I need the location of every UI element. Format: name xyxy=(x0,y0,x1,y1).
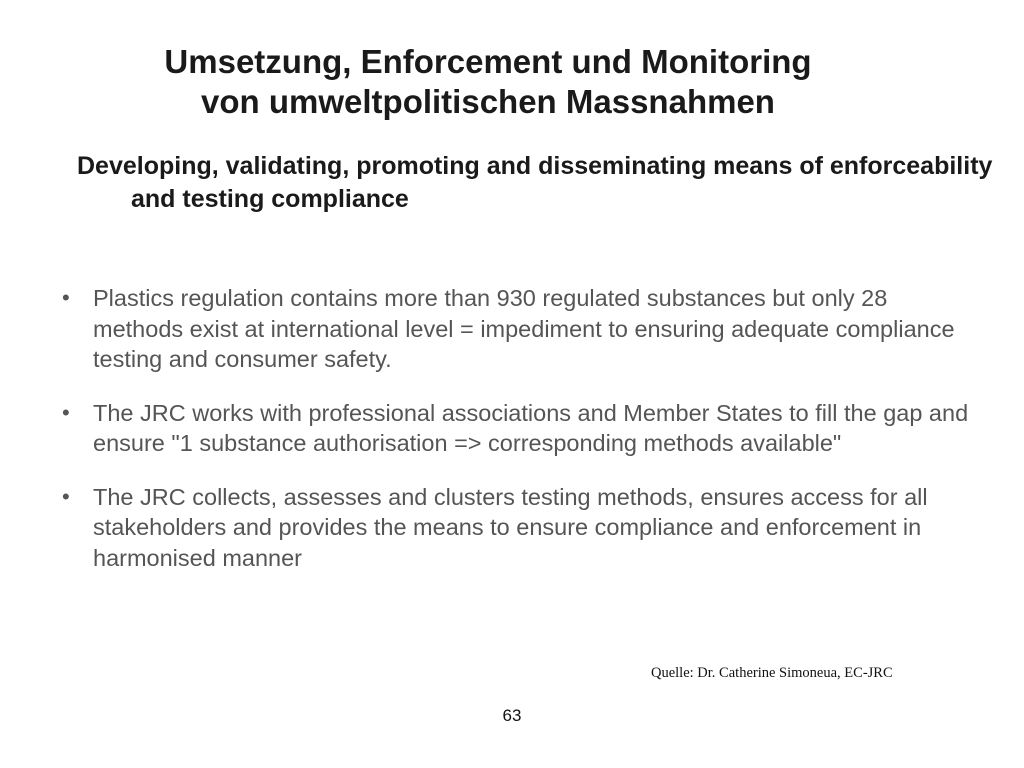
bullet-marker: • xyxy=(62,399,70,425)
bullet-marker: • xyxy=(62,285,70,310)
bullet-text: Plastics regulation contains more than 930 regulated substances but only 28 methods exist at international level = impediment to ensuring adequate compliance testing and consumer safety. xyxy=(93,285,955,372)
slide-title-line-1: Umsetzung, Enforcement und Monitoring xyxy=(164,43,812,80)
bullet-marker: • xyxy=(62,483,70,509)
bullet-list xyxy=(62,283,982,596)
slide-title-line-2: von umweltpolitischen Massnahmen xyxy=(201,83,775,120)
bullet-item xyxy=(62,482,982,574)
source-citation: Quelle: Dr. Catherine Simoneua, EC-JRC xyxy=(651,665,893,681)
bullet-item xyxy=(62,283,982,375)
page-number: 63 xyxy=(502,706,522,725)
slide-title xyxy=(0,42,976,122)
bullet-text: The JRC collects, assesses and clusters testing methods, ensures access for all stakeholders and provides the means to ensure compliance and enforcement in harmonised manner xyxy=(93,483,928,571)
bullet-text: The JRC works with professional associations and Member States to fill the gap and ensure "1 substance authorisation => corresponding methods available" xyxy=(93,399,969,456)
slide-subtitle: Developing, validating, promoting and disseminating means of enforceability and testing compliance xyxy=(77,152,993,213)
bullet-item xyxy=(62,398,982,459)
